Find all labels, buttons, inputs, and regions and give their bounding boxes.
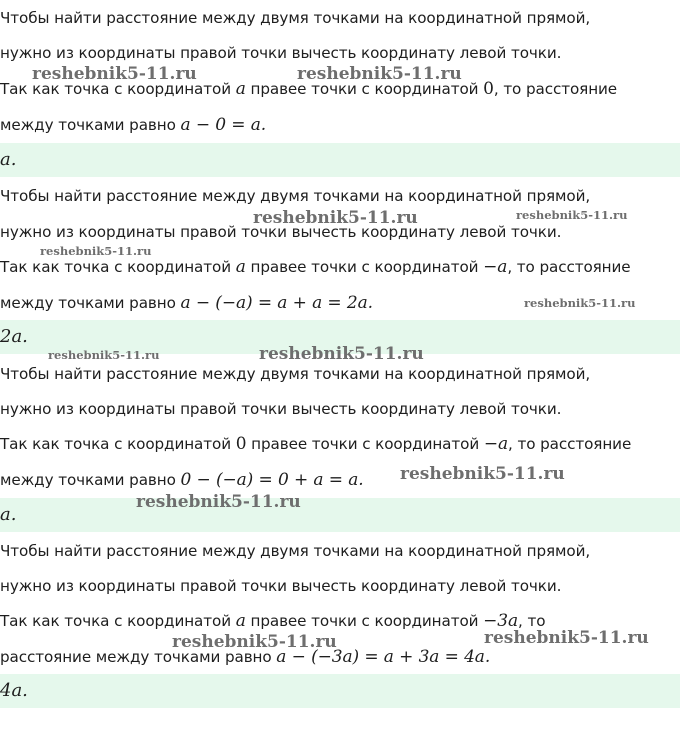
answer-box: 2a. <box>0 320 680 354</box>
text-line: Так как точка с координатой 0 правее точки с координатой −a, то расстояние <box>0 434 632 454</box>
formula: 0 − (−a) = 0 + a = a. <box>180 470 364 490</box>
text-line: нужно из координаты правой точки вычесть координату левой точки. <box>0 400 562 418</box>
text-line: Чтобы найти расстояние между двумя точками на координатной прямой, <box>0 365 591 383</box>
watermark: reshebnik5-11.ru <box>484 628 649 648</box>
answer-box: a. <box>0 498 680 532</box>
watermark: reshebnik5-11.ru <box>516 208 628 222</box>
text-line: Так как точка с координатой a правее точки с координатой −3a, то <box>0 611 546 631</box>
watermark: reshebnik5-11.ru <box>524 296 636 310</box>
text-line: Чтобы найти расстояние между двумя точками на координатной прямой, <box>0 187 591 205</box>
text-line: между точками равно a − (−a) = a + a = 2a. <box>0 293 373 313</box>
text-line: Чтобы найти расстояние между двумя точками на координатной прямой, <box>0 542 591 560</box>
text-line: Так как точка с координатой a правее точки с координатой 0, то расстояние <box>0 79 618 99</box>
watermark: reshebnik5-11.ru <box>48 348 160 362</box>
text-line: расстояние между точками равно a − (−3a) = a + 3a = 4a. <box>0 647 491 667</box>
text-line: нужно из координаты правой точки вычесть координату левой точки. <box>0 44 562 62</box>
text-line: Так как точка с координатой a правее точки с координатой −a, то расстояние <box>0 257 631 277</box>
watermark: reshebnik5-11.ru <box>253 208 418 228</box>
watermark: reshebnik5-11.ru <box>297 64 462 84</box>
watermark: reshebnik5-11.ru <box>32 64 197 84</box>
watermark: reshebnik5-11.ru <box>136 492 301 512</box>
formula: a − (−3a) = a + 3a = 4a. <box>276 647 491 667</box>
watermark: reshebnik5-11.ru <box>259 344 424 364</box>
text-line: нужно из координаты правой точки вычесть координату левой точки. <box>0 577 562 595</box>
text-line: Чтобы найти расстояние между двумя точками на координатной прямой, <box>0 9 591 27</box>
text-line: нужно из координаты правой точки вычесть координату левой точки. <box>0 223 562 241</box>
watermark: reshebnik5-11.ru <box>400 464 565 484</box>
text-line: между точками равно a − 0 = a. <box>0 115 267 135</box>
formula: a − (−a) = a + a = 2a. <box>180 293 373 313</box>
watermark: reshebnik5-11.ru <box>40 244 152 258</box>
answer-box: a. <box>0 143 680 177</box>
answer-box: 4a. <box>0 674 680 708</box>
text-line: между точками равно 0 − (−a) = 0 + a = a. <box>0 470 364 490</box>
watermark: reshebnik5-11.ru <box>172 632 337 652</box>
formula: a − 0 = a. <box>180 115 267 135</box>
